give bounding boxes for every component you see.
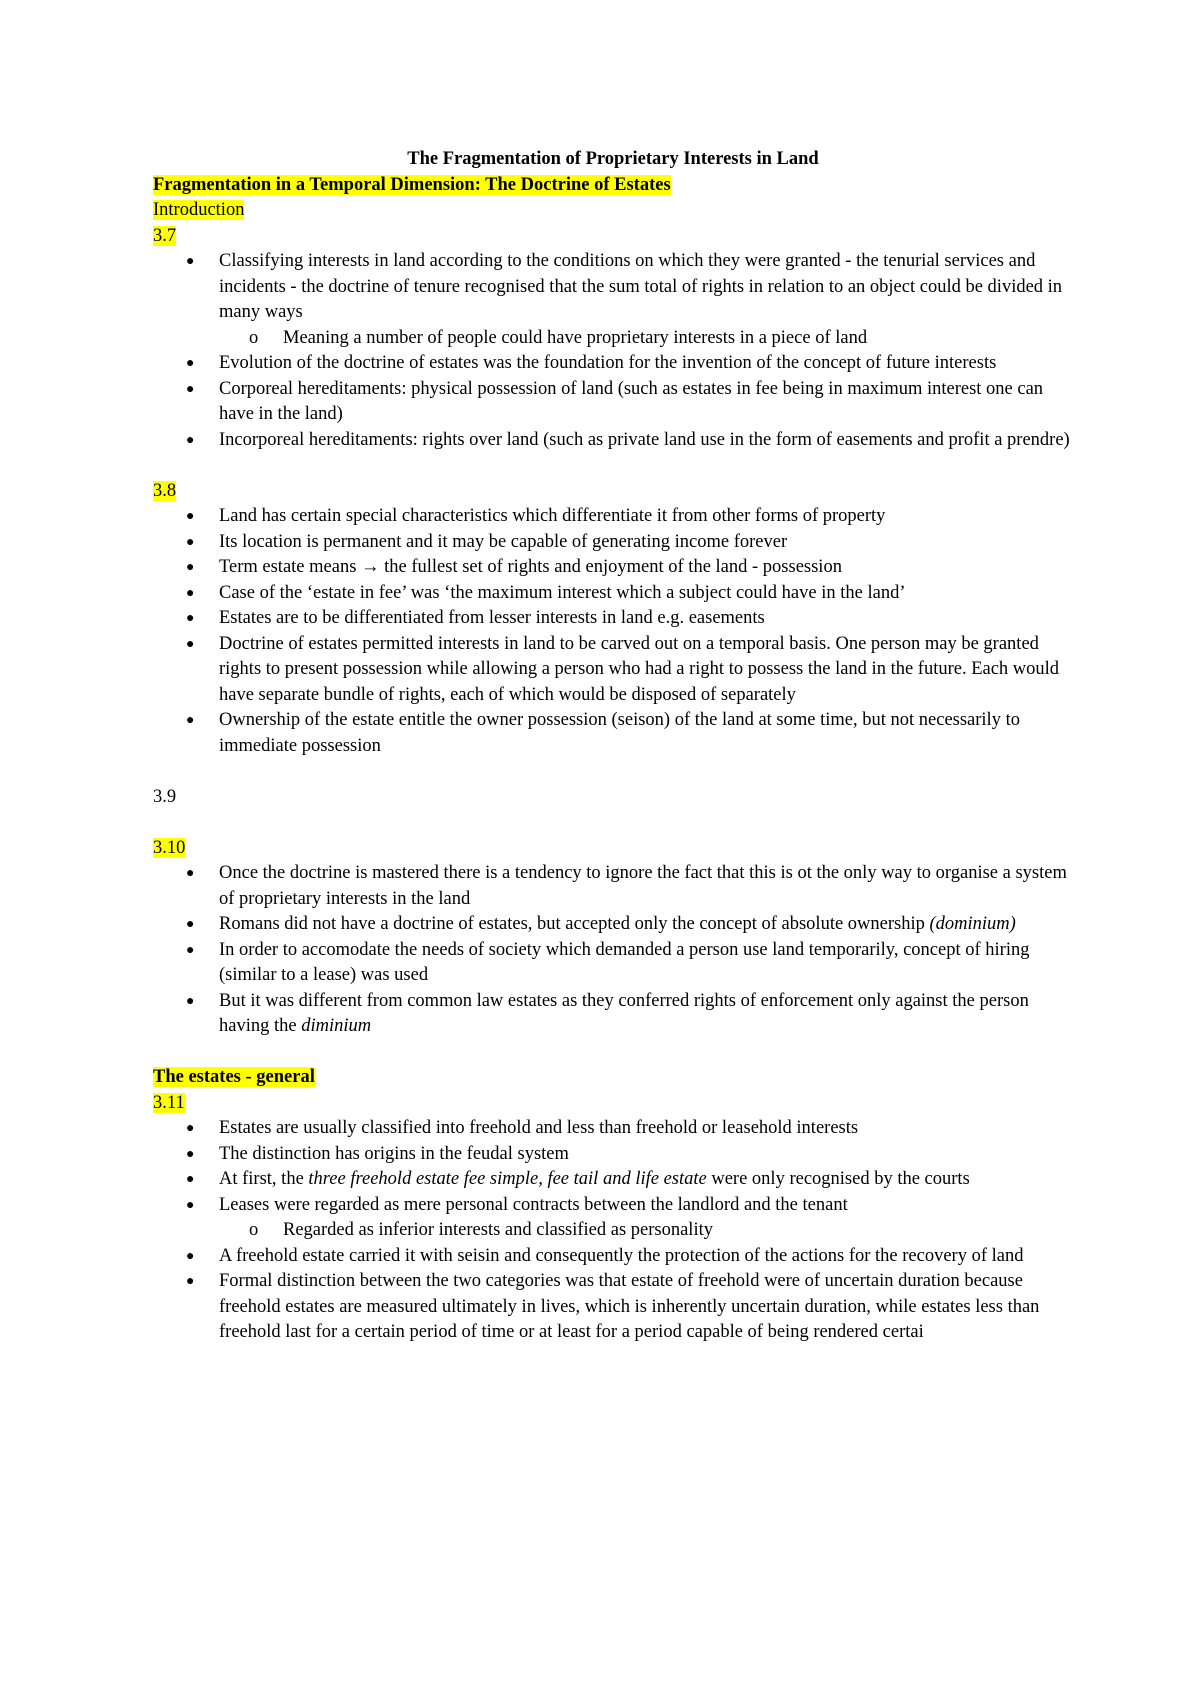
bullet-icon: ● xyxy=(186,1248,195,1264)
list-item: ● Formal distinction between the two categories was that estate of freehold were of uncertain duration because freehold estates are measured ultimately in lives, which is inherently uncertain duration, while estates less than freehold last for a certain period of time or at least for a period capable of being rendered certai xyxy=(186,1271,1040,1342)
sub-list xyxy=(219,1218,1073,1244)
bullet-icon: ● xyxy=(186,1197,195,1213)
section-number-3-7: 3.7 xyxy=(153,225,177,246)
bullet-icon: ● xyxy=(186,942,195,958)
sub-list xyxy=(219,326,1073,352)
list-item: ● Term estate means → the fullest set of rights and enjoyment of the land - possession xyxy=(153,555,1073,581)
list-3-10 xyxy=(153,861,1073,1040)
list-item: ● The distinction has origins in the feudal system xyxy=(153,1142,1073,1168)
list-item: ● Leases were regarded as mere personal contracts between the landlord and the tenant o Regarded as inferior interests and classified as personality xyxy=(153,1193,1073,1244)
document-content xyxy=(153,147,1073,1346)
bullet-icon: ● xyxy=(186,1172,195,1187)
list-item: ● Case of the ‘estate in fee’ was ‘the maximum interest which a subject could have in the land’ xyxy=(153,581,1073,607)
list-item: ● But it was different from common law estates as they conferred rights of enforcement only against the person having the diminium xyxy=(186,990,1029,1036)
list-item: ● Ownership of the estate entitle the owner possession (seison) of the land at some time, but not necessarily to immediate possession xyxy=(186,710,1020,756)
list-item: ● Classifying interests in land according to the conditions on which they were granted - the tenurial services and incidents - the doctrine of tenure recognised that the sum total of rights in relation to an object could be divided in many ways o Meaning a number of people could have proprietary interests in a piece of land xyxy=(153,249,1073,351)
bullet-icon: ● xyxy=(186,1121,195,1136)
list-item: ● In order to accomodate the needs of society which demanded a person use land temporarily, concept of hiring (similar to a lease) was used xyxy=(186,939,1030,985)
list-item: ● Land has certain special characteristics which differentiate it from other forms of property xyxy=(153,504,1073,530)
bullet-icon: ● xyxy=(186,509,195,524)
list-item: ● Its location is permanent and it may be capable of generating income forever xyxy=(153,530,1073,556)
sub-list-item: o Regarded as inferior interests and classified as personality xyxy=(153,1218,1073,1244)
section-number-3-11: 3.11 xyxy=(153,1092,185,1113)
list-item: ● Romans did not have a doctrine of estates, but accepted only the concept of absolute ownership (dominium) xyxy=(153,912,1073,938)
section-number-3-8: 3.8 xyxy=(153,480,177,501)
bullet-icon: ● xyxy=(186,611,195,626)
list-item: ● Estates are to be differentiated from lesser interests in land e.g. easements xyxy=(153,606,1073,632)
section-number-3-9: 3.9 xyxy=(153,786,177,807)
bullet-icon: ● xyxy=(186,636,195,652)
intro-label: Introduction xyxy=(153,200,245,220)
bullet-icon: ● xyxy=(186,866,195,881)
bullet-icon: ● xyxy=(186,432,195,448)
list-item: ● Evolution of the doctrine of estates was the foundation for the invention of the concept of future interests xyxy=(153,351,1073,377)
heading-estates-general: The estates - general xyxy=(153,1067,315,1087)
bullet-icon: ● xyxy=(186,993,195,1009)
bullet-icon: ● xyxy=(186,713,195,728)
list-item: ● Once the doctrine is mastered there is a tendency to ignore the fact that this is ot the only way to organise a system of proprietary interests in the land xyxy=(186,863,1067,909)
bullet-icon: ● xyxy=(186,1274,195,1289)
list-item: ● Incorporeal hereditaments: rights over land (such as private land use in the form of easements and profit a prendre) xyxy=(153,428,1073,454)
list-item: ● A freehold estate carried it with seisin and consequently the protection of the actions for the recovery of land xyxy=(153,1244,1073,1270)
circle-bullet-icon: o xyxy=(249,327,259,348)
list-item: ● Estates are usually classified into freehold and less than freehold or leasehold interests xyxy=(153,1116,1073,1142)
list-item: ● Corporeal hereditaments: physical possession of land (such as estates in fee being in maximum interest one can have in the land) xyxy=(186,378,1044,424)
heading-doctrine-of-estates: Fragmentation in a Temporal Dimension: The Doctrine of Estates xyxy=(153,174,671,195)
bullet-icon: ● xyxy=(186,534,195,550)
bullet-icon: ● xyxy=(186,1146,195,1162)
list-3-7 xyxy=(153,249,1073,453)
bullet-icon: ● xyxy=(186,917,195,932)
list-item: ● Doctrine of estates permitted interests in land to be carved out on a temporal basis. One person may be granted rights to present possession while allowing a person who had a right to possess the land in the future. Each would have separate bundle of rights, each of which would be disposed of separately xyxy=(186,633,1060,705)
sub-list-item: o Meaning a number of people could have proprietary interests in a piece of land xyxy=(153,326,1073,352)
list-3-11 xyxy=(153,1116,1073,1346)
bullet-icon: ● xyxy=(186,585,195,601)
bullet-icon: ● xyxy=(186,254,195,269)
bullet-icon: ● xyxy=(186,356,195,371)
section-number-3-10: 3.10 xyxy=(153,837,186,858)
page-title: The Fragmentation of Proprietary Interests in Land xyxy=(407,149,819,169)
circle-bullet-icon: o xyxy=(249,1220,259,1240)
bullet-icon: ● xyxy=(186,381,195,397)
list-3-8 xyxy=(153,504,1073,759)
bullet-icon: ● xyxy=(186,560,195,575)
list-item: ● At first, the three freehold estate fee simple, fee tail and life estate were only recognised by the courts xyxy=(153,1167,1073,1193)
